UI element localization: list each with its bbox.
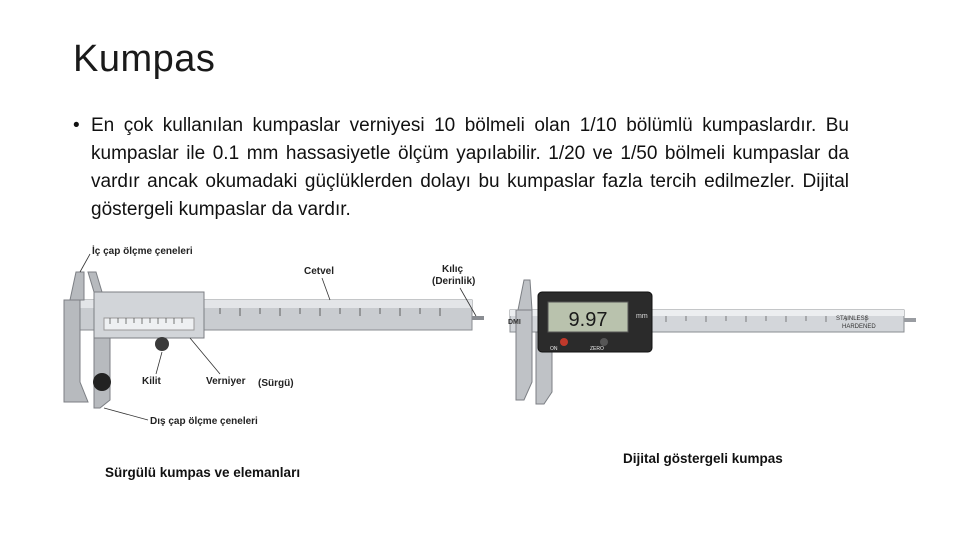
right-figure-caption: Dijital göstergeli kumpas <box>623 451 783 466</box>
bullet-text: En çok kullanılan kumpaslar verniyesi 10 bölmeli olan 1/10 bölümlü kumpaslardır. Bu kumpaslar ile 0.1 mm hassasiyetle ölçüm yapılabilir. 1/20 ve 1/50 bölmeli kumpaslar da vardır ancak okumadaki güçlüklerden dolayı bu kumpaslar fazla tercih edilmezler. Dijital göstergeli kumpaslar da vardır. <box>91 115 849 220</box>
brand-text-2: HARDENED <box>842 324 876 330</box>
slide-title: Kumpas <box>73 38 216 80</box>
label-depth-rod: Kılıç <box>442 264 464 275</box>
label-inner-jaws: İç çap ölçme çeneleri <box>92 246 193 257</box>
left-figure-caption: Sürgülü kumpas ve elemanları <box>105 465 301 480</box>
side-label: DMI <box>508 319 521 326</box>
label-depth-rod-sub: (Derinlik) <box>432 276 476 287</box>
digital-caliper-figure <box>506 272 920 408</box>
unit-label: mm <box>636 313 648 320</box>
zero-button-label: ZERO <box>590 346 604 352</box>
label-slider: (Sürgü) <box>258 378 294 389</box>
brand-text: STAINLESS <box>836 316 869 322</box>
label-ruler: Cetvel <box>304 266 335 277</box>
label-outer-jaws: Dış çap ölçme çeneleri <box>150 416 258 427</box>
on-button-label: ON <box>550 346 558 352</box>
label-vernier: Verniyer <box>206 376 246 387</box>
digital-display-value: 9.97 <box>568 309 608 331</box>
label-lock: Kilit <box>142 376 161 387</box>
bullet-point: • <box>73 115 80 136</box>
bullet-paragraph <box>73 112 849 224</box>
vernier-caliper-figure <box>30 232 492 432</box>
